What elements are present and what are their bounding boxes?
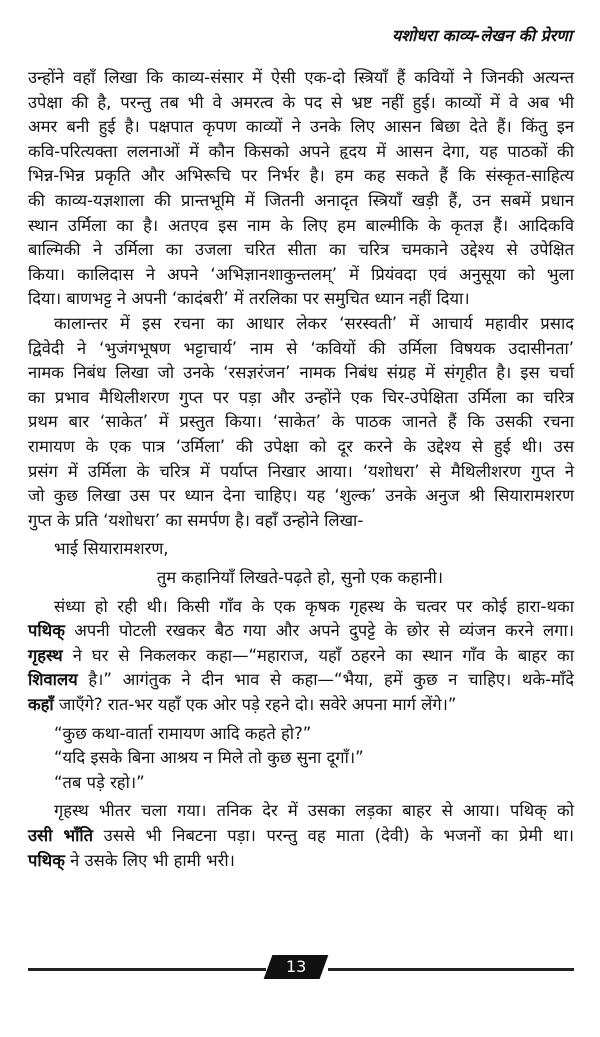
- text-line: [28, 644, 574, 668]
- footer-rule-left: [28, 968, 266, 971]
- text-line: [28, 509, 574, 533]
- line-text: की काव्य-यज्ञशाला की प्रान्तभूमि में जितनी अनादृत स्त्रियाँ खड़ी हैं, उन सबमें प्रधान: [28, 191, 574, 210]
- line-text: प्रसंग में उर्मिला के चरित्र में पर्याप्त निखार आया। ‘यशोधरा’ से मैथिलीशरण गुप्त ने: [28, 461, 574, 481]
- line-text: है।” आगंतुक ने दीन भाव से कहा—“भैया, हमें कुछ न चाहिए। थके-माँदे: [77, 670, 574, 690]
- text-line: [54, 595, 574, 619]
- text-line: [28, 164, 574, 188]
- page-number: 13: [285, 957, 307, 976]
- bold-word: गृहस्थ: [28, 645, 63, 665]
- line-text: का प्रभाव मैथिलीशरण गुप्त पर पड़ा और उन्होंने एक चिर-उपेक्षिता उर्मिला का चरित्र: [28, 387, 574, 407]
- text-line: [28, 619, 574, 643]
- line-text: “तब पड़े रहो।”: [54, 772, 145, 792]
- text-line: [28, 287, 574, 311]
- text-line: [54, 722, 574, 746]
- bold-word: पथिक्: [28, 850, 65, 870]
- line-text: अपनी पोटली रखकर बैठ गया और अपने दुपट्टे के छोर से व्यंजन करने लगा।: [64, 621, 574, 641]
- text-line: [28, 361, 574, 385]
- text-line: [28, 263, 574, 287]
- line-text: उन्होंने वहाँ लिखा कि काव्य-संसार में ऐसी एक-दो स्त्रियाँ हैं कवियों ने जिनकी अत्यन्त: [28, 68, 574, 87]
- text-line: [54, 312, 574, 336]
- line-text: “यदि इसके बिना आश्रय न मिले तो कुछ सुना दूगाँ।”: [54, 748, 364, 768]
- text-line: [28, 849, 574, 873]
- page-footer: [28, 955, 574, 979]
- text-line: [54, 746, 574, 770]
- text-line: [28, 91, 574, 115]
- text-line: [28, 410, 574, 434]
- line-text: अमर बनी हुई है। पक्षपात कृपण काव्यों ने उनके लिए आसन बिछा देते हैं। किंतु इन: [28, 117, 574, 137]
- line-text: जो कुछ लिखा उस पर ध्यान देना चाहिए। यह ‘शुल्क’ उनके अनुज श्री सियारामशरण: [28, 486, 574, 506]
- text-line: [28, 484, 574, 508]
- page-number-badge: [264, 955, 329, 979]
- text-line: [28, 115, 574, 139]
- line-text: कवि-परित्यक्ता ललनाओं में कौन किसको अपने हृदय में आसन देगा, यह पाठकों की: [28, 141, 574, 161]
- bold-word: उसी भाँति: [28, 826, 94, 845]
- line-text: संध्या हो रही थी। किसी गाँव के एक कृषक गृहस्थ के चत्वर पर कोई हारा-थका: [54, 596, 574, 616]
- line-text: “कुछ कथा-वार्ता रामायण आदि कहते हो?”: [54, 723, 312, 743]
- footer-rule-right: [328, 968, 574, 971]
- line-text: ने उसके लिए भी हामी भरी।: [64, 850, 235, 870]
- line-text: तुम कहानियाँ लिखते-पढ़ते हो, सुनो एक कहानी।: [156, 568, 444, 587]
- line-text: जाएँगे? रात-भर यहाँ एक ओर पड़े रहने दो। सवेरे अपना मार्ग लेंगे।”: [53, 695, 457, 714]
- line-text: भिन्न-भिन्न प्रकृति और अभिरूचि पर निर्भर है। हम कह सकते हैं कि संस्कृत-साहित्य: [28, 166, 574, 186]
- line-text: ने घर से निकलकर कहा—“महाराज, यहाँ ठहरने का स्थान गाँव के बाहर का: [62, 645, 574, 665]
- line-text: उससे भी निबटना पड़ा। परन्तु वह माता (देवी) के भजनों का प्रेमी था।: [93, 826, 574, 845]
- text-line: [28, 140, 574, 164]
- bold-word: पथिक्: [28, 621, 65, 641]
- line-text: बाल्मिकी ने उर्मिला का उजला चरित सीता का चरित्र चमकाने उद्देश्य से उपेक्षित: [28, 240, 574, 260]
- text-line: [54, 799, 574, 823]
- line-text: प्रथम बार ‘साकेत’ में प्रस्तुत किया। ‘साकेत’ के पाठक जानते हैं कि उसकी रचना: [28, 412, 574, 432]
- line-text: गृहस्थ भीतर चला गया। तनिक देर में उसका लड़का बाहर से आया। पथिक् को: [54, 801, 574, 821]
- text-line: [0, 566, 600, 590]
- text-line: [28, 66, 574, 90]
- bold-word: शिवालय: [28, 670, 78, 690]
- text-line: [28, 386, 574, 410]
- line-text: नामक निबंध लिखा जो उनके ‘रसज्ञरंजन’ नामक निबंध संग्रह में संगृहीत है। इस चर्चा: [28, 363, 574, 383]
- text-line: [28, 238, 574, 262]
- line-text: स्थान उर्मिला का है। अतएव इस नाम के लिए हम बाल्मीकि के कृतज्ञ हैं। आदिकवि: [28, 215, 574, 235]
- text-line: [28, 214, 574, 238]
- bold-word: कहाँ: [28, 695, 54, 714]
- text-line: [54, 537, 574, 561]
- text-line: [28, 460, 574, 484]
- line-text: दिया। बाणभट्ट ने अपनी ‘कादंबरी’ में तरलिका पर समुचित ध्यान नहीं दिया।: [28, 289, 470, 309]
- text-line: [28, 189, 574, 213]
- text-line: [28, 668, 574, 692]
- text-line: [28, 693, 574, 717]
- line-text: किया। कालिदास ने अपने ‘अभिज्ञानशाकुन्तलम्’ में प्रियंवदा एवं अनुसूया को भुला: [28, 264, 574, 284]
- line-text: कालान्तर में इस रचना का आधार लेकर ‘सरस्वती’ में आचार्य महावीर प्रसाद: [54, 314, 574, 333]
- text-line: [28, 435, 574, 459]
- line-text: उपेक्षा की है, परन्तु तब भी वे अमरत्व के पद से भ्रष्ट नहीं हुई। काव्यों में वे अब भी: [28, 92, 574, 112]
- text-line: [54, 771, 574, 795]
- line-text: रामायण के एक पात्र ‘उर्मिला’ की उपेक्षा को दूर करने के उद्देश्य से हुई थी। उस: [28, 437, 574, 456]
- text-line: [28, 337, 574, 361]
- line-text: भाई सियारामशरण,: [54, 539, 169, 559]
- text-line: [28, 824, 574, 848]
- running-header: यशोधरा काव्य-लेखन की प्रेरणा: [392, 26, 572, 45]
- line-text: द्विवेदी ने ‘भुजंगभूषण भट्टाचार्य’ नाम से ‘कवियों की उर्मिला विषयक उदासीनता’: [28, 338, 574, 358]
- line-text: गुप्त के प्रति ‘यशोधरा’ का समर्पण है। वहाँ उन्होने लिखा-: [28, 510, 364, 530]
